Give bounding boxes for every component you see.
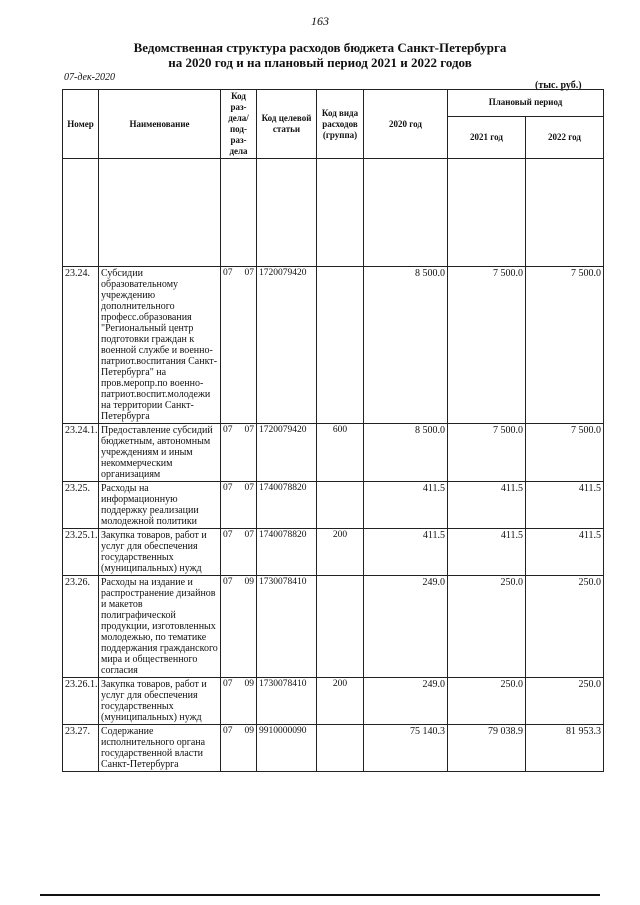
row-expense-type [317,482,364,529]
section-code: 07 [223,577,233,587]
row-section-code [221,678,257,725]
row-section-code [221,424,257,482]
section-code: 07 [223,268,233,278]
row-name: Закупка товаров, работ и услуг для обеспечения государственных (муниципальных) нужд [99,678,221,725]
section-code-pair [223,425,254,436]
row-target-code: 1740078820 [257,482,317,529]
row-value-2021: 250.0 [448,576,526,678]
row-expense-type: 200 [317,529,364,576]
section-code: 07 [223,425,233,435]
table-row [63,267,604,424]
header-target-code: Код целевой статьи [257,90,317,159]
row-number: 23.27. [63,725,99,772]
section-code-pair [223,577,254,588]
section-code: 07 [223,726,233,736]
row-value-2022: 7 500.0 [526,267,604,424]
header-expense-type-code: Код вида расходов (группа) [317,90,364,159]
table-row [63,725,604,772]
row-value-2022: 250.0 [526,678,604,725]
row-name: Расходы на информационную поддержку реализации молодежной политики [99,482,221,529]
row-target-code: 1730078410 [257,576,317,678]
row-value-2022: 411.5 [526,529,604,576]
row-value-2020: 8 500.0 [364,267,448,424]
row-value-2022: 411.5 [526,482,604,529]
document-date: 07-дек-2020 [64,72,115,83]
section-code-pair [223,483,254,494]
row-target-code: 1720079420 [257,267,317,424]
row-name: Предоставление субсидий бюджетным, автономным учреждениям и иным некоммерческим организациям [99,424,221,482]
row-value-2021: 7 500.0 [448,267,526,424]
title-line-1: Ведомственная структура расходов бюджета Санкт-Петербурга [133,40,507,55]
row-expense-type: 200 [317,678,364,725]
row-value-2020: 75 140.3 [364,725,448,772]
section-code: 07 [223,679,233,689]
row-section-code [221,267,257,424]
row-number: 23.24. [63,267,99,424]
section-code-pair [223,530,254,541]
subsection-code: 07 [244,483,254,493]
row-target-code: 1730078410 [257,678,317,725]
row-target-code: 9910000090 [257,725,317,772]
row-value-2021: 411.5 [448,482,526,529]
row-number: 23.26.1. [63,678,99,725]
row-number: 23.26. [63,576,99,678]
budget-table [62,89,604,772]
row-target-code: 1720079420 [257,424,317,482]
table-row [63,678,604,725]
section-code: 07 [223,483,233,493]
row-value-2021: 411.5 [448,529,526,576]
table-row [63,529,604,576]
subsection-code: 09 [244,577,254,587]
subsection-code: 07 [244,425,254,435]
row-target-code: 1740078820 [257,529,317,576]
row-value-2021: 79 038.9 [448,725,526,772]
header-year-2020: 2020 год [364,90,448,159]
row-name: Расходы на издание и распространение дизайнов и макетов полиграфической продукции, изготовленных молодежью, по тематике поддержания гражданского мира и общественного согласия [99,576,221,678]
table-row [63,576,604,678]
row-number: 23.25.1. [63,529,99,576]
header-plan-period: Плановый период [448,90,604,117]
table-row [63,424,604,482]
title-line-2: на 2020 год и на плановый период 2021 и 2022 годов [168,55,472,70]
row-value-2020: 249.0 [364,678,448,725]
subsection-code: 09 [244,726,254,736]
subsection-code: 07 [244,530,254,540]
units-label: (тыс. руб.) [535,80,582,91]
subsection-code: 09 [244,679,254,689]
row-name: Субсидии образовательному учреждению дополнительного професс.образования "Региональный центр подготовки граждан к военной службе и военно-патриот.воспитания Санкт-Петербурга" на пров.меропр.по военно-патриот.воспит.молодежи на территории Санкт-Петербурга [99,267,221,424]
row-expense-type: 600 [317,424,364,482]
row-section-code [221,529,257,576]
section-code-pair [223,268,254,279]
row-expense-type [317,576,364,678]
header-section-code: Код раз- дела/ под- раз- дела [221,90,257,159]
row-section-code [221,576,257,678]
header-name: Наименование [99,90,221,159]
table-row [63,482,604,529]
document-title [0,40,640,70]
row-section-code [221,725,257,772]
row-number: 23.25. [63,482,99,529]
section-code-pair [223,679,254,690]
row-value-2021: 250.0 [448,678,526,725]
row-value-2021: 7 500.0 [448,424,526,482]
row-name: Закупка товаров, работ и услуг для обеспечения государственных (муниципальных) нужд [99,529,221,576]
row-value-2020: 411.5 [364,529,448,576]
row-number: 23.24.1. [63,424,99,482]
row-value-2022: 81 953.3 [526,725,604,772]
row-expense-type [317,267,364,424]
row-value-2022: 7 500.0 [526,424,604,482]
page-number: 163 [311,14,329,28]
header-spacer [63,159,604,267]
row-expense-type [317,725,364,772]
row-section-code [221,482,257,529]
section-code: 07 [223,530,233,540]
header-number: Номер [63,90,99,159]
row-name: Содержание исполнительного органа государственной власти Санкт-Петербурга [99,725,221,772]
header-year-2022: 2022 год [526,116,604,158]
row-value-2020: 8 500.0 [364,424,448,482]
row-value-2022: 250.0 [526,576,604,678]
subsection-code: 07 [244,268,254,278]
row-value-2020: 249.0 [364,576,448,678]
header-year-2021: 2021 год [448,116,526,158]
section-code-pair [223,726,254,737]
table-body [63,267,604,772]
row-value-2020: 411.5 [364,482,448,529]
bottom-rule [40,894,600,896]
